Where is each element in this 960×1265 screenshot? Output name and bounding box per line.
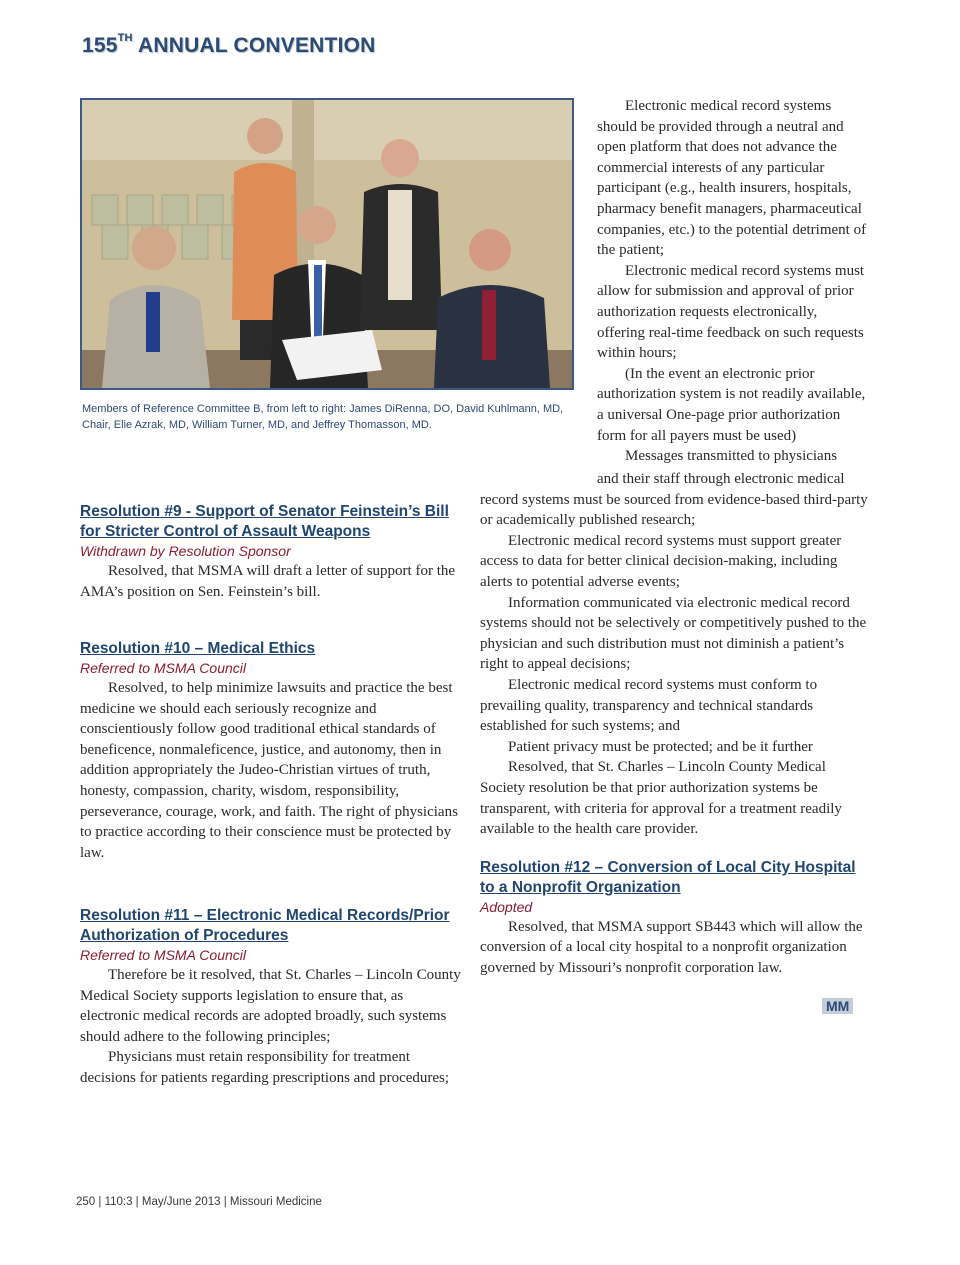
right-paragraph-3: (In the event an electronic prior authorization system is not readily available, a universal One-page prior authorization form for all payers must be used) [597, 365, 866, 444]
header-title: ANNUAL CONVENTION [137, 34, 376, 57]
resolution-9-heading: Resolution #9 - Support of Senator Feinstein’s Bill for Stricter Control of Assault Weapons [80, 503, 449, 540]
resolution-10-heading: Resolution #10 – Medical Ethics [80, 640, 316, 657]
resolution-12 [480, 858, 870, 979]
resolution-11 [80, 906, 464, 1089]
right-paragraph-6: Electronic medical record systems must support greater access to data for better clinical decision-making, including alerts to potential adverse events; [480, 532, 842, 590]
right-paragraph-7: Information communicated via electronic medical record systems should not be selectively or competitively pushed to the physician and such distribution must not diminish a patient’s right to appeal decisions; [480, 594, 867, 673]
resolution-10 [80, 639, 464, 863]
resolution-9 [80, 502, 464, 602]
header-suffix: TH [117, 32, 133, 44]
resolution-12-status: Adopted [480, 898, 533, 915]
right-paragraph-8: Electronic medical record systems must conform to prevailing quality, transparency and technical standards established for such systems; and [480, 676, 818, 735]
resolution-12-text: Resolved, that MSMA support SB443 which will allow the conversion of a local city hospital to a nonprofit organization governed by Missouri’s nonprofit corporation law. [480, 918, 863, 976]
photo-caption: Members of Reference Committee B, from left to right: James DiRenna, DO, David Kuhlmann, MD, Chair, Elie Azrak, MD, William Turner, MD, and Jeffrey Thomasson, MD. [82, 403, 564, 431]
page-header [82, 34, 376, 58]
right-paragraph-1: Electronic medical record systems should be provided through a neutral and open platform that does not advance the commercial interests of any particular participant (e.g., health insurers, hospitals, pharmacy benefit managers, pharmaceutical companies, etc.) to the potential detriment of the patient; [597, 98, 867, 259]
end-mark: MM [822, 998, 853, 1014]
resolution-11-status: Referred to MSMA Council [80, 947, 246, 963]
right-paragraph-10: Resolved, that St. Charles – Lincoln County Medical Society resolution be that prior authorization systems be transparent, with criteria for approval for a treatment readily available to the health care provider. [480, 759, 842, 838]
right-paragraph-5: and their staff through electronic medical record systems must be sourced from evidence-based third-party or academically published research; [480, 471, 868, 529]
committee-photo [80, 98, 574, 390]
resolution-11-text-1: Therefore be it resolved, that St. Charles – Lincoln County Medical Society supports legislation to ensure that, as electronic medical records are adopted broadly, such systems should adhere to the following principles; [80, 967, 461, 1045]
right-column-wide [480, 469, 870, 978]
resolution-11-heading: Resolution #11 – Electronic Medical Records/Prior Authorization of Procedures [80, 907, 450, 944]
resolution-12-heading: Resolution #12 – Conversion of Local City Hospital to a Nonprofit Organization [480, 858, 856, 896]
resolution-11-text-2: Physicians must retain responsibility for treatment decisions for patients regarding prescriptions and procedures; [80, 1049, 450, 1086]
right-paragraph-2: Electronic medical record systems must allow for submission and approval of prior authorization requests electronically, offering real-time feedback on such requests within hours; [597, 262, 865, 362]
header-number: 155 [82, 34, 118, 57]
page-footer: 250 | 110:3 | May/June 2013 | Missouri Medicine [76, 1196, 322, 1208]
right-paragraph-4: Messages transmitted to physicians [625, 448, 838, 465]
resolution-10-status: Referred to MSMA Council [80, 660, 246, 676]
resolution-10-text: Resolved, to help minimize lawsuits and practice the best medicine we should each seriously recognize and conscientiously follow good traditional ethical standards of beneficence, nonmaleficence, justice, and autonomy, then in addition appropriately the Judeo-Christian virtues of truth, honesty, compassion, charity, wisdom, responsibility, perseverance, courage, work, and faith. The right of physicians to practice according to their conscience must be protected by law. [80, 680, 458, 861]
right-column-narrow [597, 96, 867, 467]
right-paragraph-9: Patient privacy must be protected; and be it further [508, 738, 813, 755]
resolution-9-status: Withdrawn by Resolution Sponsor [80, 543, 291, 559]
resolution-9-text: Resolved, that MSMA will draft a letter of support for the AMA’s position on Sen. Feinstein’s bill. [80, 563, 456, 600]
